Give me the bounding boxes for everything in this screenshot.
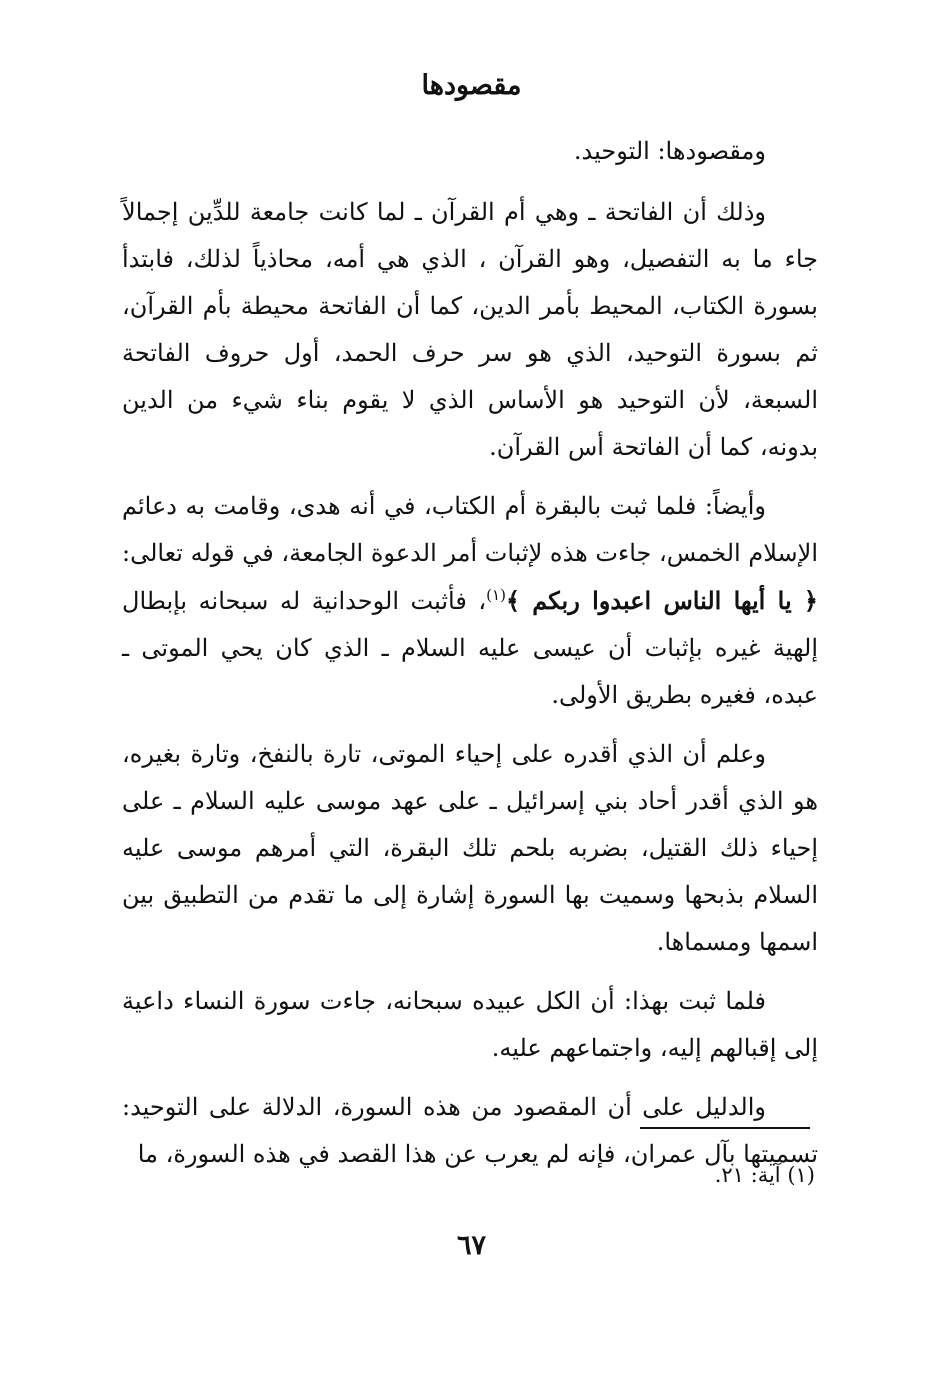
- paragraph-3-rest: ، فأثبت الوحدانية له سبحانه بإبطال إلهية غيره بإثبات أن عيسى عليه السلام ـ الذي كان يحي الموتى ـ عبده، فغيره بطريق الأولى.: [122, 587, 818, 709]
- body-text: [122, 128, 818, 1190]
- paragraph-4: وعلم أن الذي أقدره على إحياء الموتى، تارة بالنفخ، وتارة بغيره، هو الذي أقدر أحاد بني إسرائيل ـ على عهد موسى عليه السلام ـ على إحياء ذلك القتيل، بضربه بلحم تلك البقرة، التي أمرهم موسى عليه السلام بذبحها وسميت بها السورة إشارة إلى ما تقدم من التطبيق بين اسمها ومسماها.: [122, 740, 818, 956]
- footnote: (١) آية: ٢١.: [714, 1163, 815, 1187]
- running-title: مقصودها: [421, 70, 522, 101]
- page-number: ٦٧: [456, 1230, 486, 1261]
- paragraph-3: [122, 483, 818, 719]
- paragraph-1: ومقصودها: التوحيد.: [573, 137, 766, 165]
- footnote-divider: [640, 1127, 810, 1129]
- quran-verse: ﴿ يا أيها الناس اعبدوا ربكم ﴾: [505, 586, 818, 615]
- paragraph-3-intro: وأيضاً: فلما ثبت بالبقرة أم الكتاب، في أنه هدى، وقامت به دعائم الإسلام الخمس، جاءت هذه لإثبات أمر الدعوة الجامعة، في قوله تعالى:: [122, 492, 818, 567]
- paragraph-6: والدليل على أن المقصود من هذه السورة، الدلالة على التوحيد: تسميتها بآل عمران، فإنه لم يعرب عن هذا القصد في هذه السورة، ما: [122, 1093, 818, 1168]
- paragraph-5: فلما ثبت بهذا: أن الكل عبيده سبحانه، جاءت سورة النساء داعية إلى إقبالهم إليه، واجتماعهم عليه.: [122, 987, 818, 1062]
- paragraph-2: وذلك أن الفاتحة ـ وهي أم القرآن ـ لما كانت جامعة للدِّين إجمالاً جاء ما به التفصيل، وهو القرآن ، الذي هي أمه، محاذياً لذلك، فابتدأ بسورة الكتاب، المحيط بأمر الدين، كما أن الفاتحة محيطة بأم القرآن، ثم بسورة التوحيد، الذي هو سر حرف الحمد، أول حروف الفاتحة السبعة، لأن التوحيد هو الأساس الذي لا يقوم بناء شيء من الدين بدونه، كما أن الفاتحة أس القرآن.: [122, 198, 818, 461]
- footnote-reference: (١): [486, 586, 506, 604]
